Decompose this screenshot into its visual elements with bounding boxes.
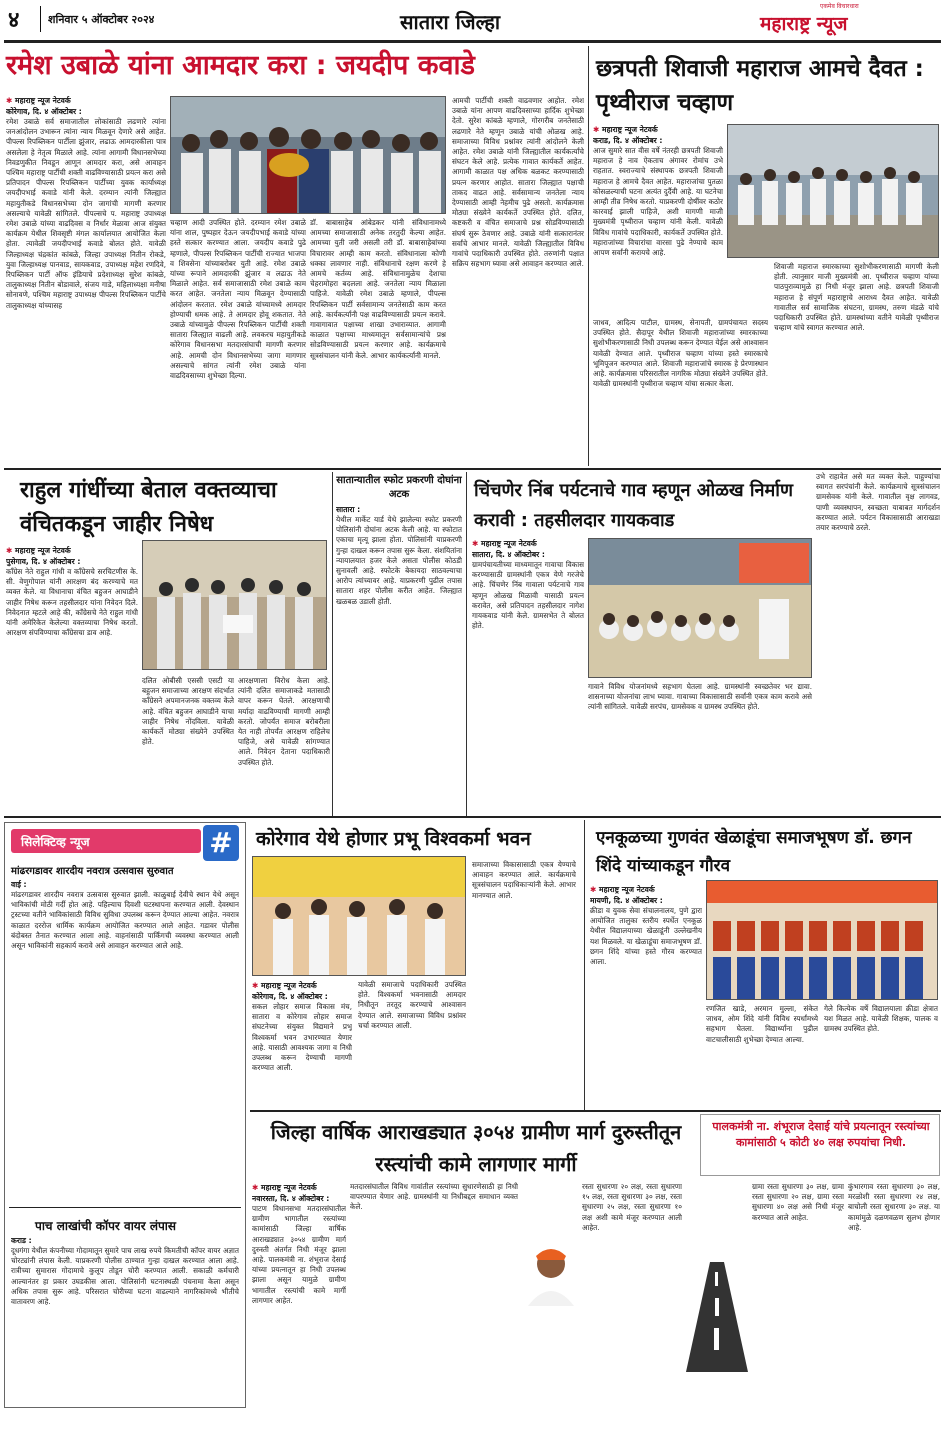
story5-headline: चिंचणेर निंब पर्यटनाचे गाव म्हणून ओळख निर्माण करावी : तहसीलदार गायकवाड: [474, 480, 793, 531]
story5-body-col2: गावाने विविध योजनांमध्ये सहभाग घेतला आहे. ग्रामस्थांनी स्वच्छतेवर भर द्यावा. शासनाच्या योजनांचा लाभ घ्यावा. गावाच्या विकासासाठी सर्वांनी एकत्र काम करावे असे त्यांनी सांगितले. यावेळी सरपंच, ग्रामसेवक व ग्रामस्थ उपस्थित होते.: [588, 682, 812, 712]
story2-body-left: जाधव, आदित्य पाटील, ग्रामस्थ, सेनापती, ग्रामपंचायत सदस्य उपस्थित होते. सैदापूर येथील शिवाजी महाराजांच्या स्मारकाच्या सुशोभीकरणासाठी निधी उपलब्ध करून देण्यात येईल असे आश्वासन यावेळी देण्यात आले. पृथ्वीराज चव्हाण यांच्या हस्ते स्मारकाचे भूमिपूजन करण्यात आले. शिवाजी महाराजांचे स्मारक हे प्रेरणास्थान आहे. कार्यक्रमास परिसरातील नागरिक मोठ्या संख्येने उपस्थित होते. यावेळी ग्रामस्थांनी पृथ्वीराज चव्हाण यांचा सत्कार केला.: [593, 318, 768, 389]
story8-body-col5: कुंभारगाव रस्ता सुधारणा ३० लक्ष, मरळोशी रस्ता सुधारणा २४ लक्ष, बाचोली रस्ता सुधारणा ३० लक्ष. या कामांमुळे दळणवळण सुलभ होणार आहे.: [848, 1182, 940, 1232]
selective-body2: दूधगंगा येथील कंपनीच्या गोदामातून सुमारे पाच लाख रुपये किमतीची कॉपर वायर अज्ञात चोरट्यांनी लंपास केली. याप्रकरणी पोलीस ठाण्यात गुन्हा दाखल करण्यात आला आहे. रात्रीच्या सुमारास गोदामाचे कुलूप तोडून चोरी करण्यात आली. सकाळी कर्मचारी आल्यानंतर हा प्रकार उघडकीस आला. पोलिसांनी घटनास्थळी पंचनामा केला असून अधिक तपास सुरू आहे. परिसरात चोरीच्या घटना वाढल्याने नागरिकांमध्ये भीतीचे वातावरण आहे.: [11, 1246, 239, 1307]
story3-photo: [142, 540, 327, 670]
story6-photo: [252, 856, 466, 976]
road-graphic: [686, 1262, 748, 1372]
column-divider: [466, 472, 467, 816]
dateline: कराड :: [11, 1236, 32, 1245]
story2-headline: छत्रपती शिवाजी महाराज आमचे दैवत : पृथ्वीराज चव्हाण: [596, 56, 924, 116]
dateline: सातारा, दि. ४ ऑक्टोबर :: [472, 550, 545, 559]
story8-body-col2: मतदारसंघातील विविध गावांतील रस्त्यांच्या सुधारणेसाठी हा निधी वापरण्यात येणार आहे. ग्रामस्थांनी या निधीबद्दल समाधान व्यक्त केले.: [350, 1182, 518, 1212]
byline-label: महाराष्ट्र न्यूज नेटवर्क: [261, 1183, 317, 1192]
section-rule: [4, 468, 941, 470]
page-number: ४: [8, 8, 20, 33]
dateline: मायणी, दि. ४ ऑक्टोबर :: [590, 896, 663, 905]
story7-photo: [706, 880, 938, 1000]
column-divider: [584, 820, 585, 1110]
story7-body-col1: क्रीडा व युवक सेवा संचालनालय, पुणे द्वारा आयोजित तालुका स्तरीय स्पर्धेत एनकूळ येथील विद्यालयाच्या खेळाडूंनी उल्लेखनीय यश मिळवले. या खेळाडूंचा समाजभूषण डॉ. छगन शिंदे यांच्या हस्ते गौरव करण्यात आला.: [590, 906, 702, 967]
selective-label-bar: [11, 829, 201, 853]
story3-body-col1: काँग्रेस नेते राहुल गांधी व काँग्रेसचे सरचिटणीस के. सी. वेणुगोपाल यांनी आरक्षण बंद करण्याचे मत व्यक्त केले. या विधानाचा वंचित बहुजन आघाडीने जाहीर निषेध करून तहसीलदार यांना निवेदन दिले. निवेदनात म्हटले आहे की, काँग्रेसचे नेते राहुल गांधी यांनी अमेरिकेत केलेल्या वक्तव्याचा निषेध करतो. आरक्षण संपविण्याचा काँग्रेसचा डाव आहे.: [6, 567, 138, 638]
selective-headline2: पाच लाखांची कॉपर वायर लंपास: [35, 1219, 177, 1233]
byline: ✱ महाराष्ट्र न्यूज नेटवर्क: [6, 96, 71, 105]
brand-tagline: एकमेव विचारधारा: [820, 3, 859, 10]
story5-photo: [588, 538, 812, 678]
masthead: [0, 0, 945, 40]
byline: ✱ महाराष्ट्र न्यूज नेटवर्क: [590, 885, 655, 894]
dateline: नवारस्ता, दि. ४ ऑक्टोबर :: [252, 1194, 330, 1203]
story8-sidebar-box: [700, 1114, 940, 1176]
header-divider: [40, 6, 41, 32]
story6-body-col3: समाजाच्या विकासासाठी एकत्र येण्याचे आवाहन करण्यात आले. कार्यक्रमाचे सूत्रसंचालन पदाधिकाऱ्यांनी केले. आभार मानण्यात आले.: [472, 860, 576, 900]
story1-body-col4: आमची पार्टीची शक्ती वाढवणार आहोत. रमेश उबाळे यांना आपण वाढदिवसाच्या हार्दिक शुभेच्छा देतो. सुरेश कांबळे म्हणाले, गोरगरीब जनतेसाठी लढणारे नेते म्हणून उबाळे यांची ओळख आहे. समाजाच्या विविध प्रश्नांवर त्यांनी आंदोलने केली आहेत. रमेश उबाळे यांनी जिल्ह्यातील कार्यकर्त्यांचे संघटन केले आहे. प्रत्येक गावात कार्यकर्ते आहेत. आगामी काळात पक्ष अधिक बळकट करण्यासाठी प्रयत्न करणार आहोत. सातारा जिल्ह्यात पक्षाची ताकद वाढत आहे. सर्वसामान्य जनतेला न्याय देण्यासाठी आम्ही नेहमीच पुढे असतो. कार्यक्रमास मोठ्या संख्येने कार्यकर्ते उपस्थित होते. दलित, कष्टकरी व वंचित समाजाचे प्रश्न सोडविण्यासाठी संघर्ष सुरू ठेवणार आहे. उबाळे यांनी सत्कारानंतर सर्वांचे आभार मानले. यावेळी जिल्ह्यातील विविध गावांचे पदाधिकारी उपस्थित होते. तरुणांनी पक्षात सक्रिय सहभाग घ्यावा असे आवाहन करण्यात आले.: [452, 96, 584, 269]
story7-body-col2: रणजित खाडे, अरमान मुल्ला, संकेत जाधव, ओम शिंदे यांनी विविध स्पर्धांमध्ये सहभाग घेतला. विद्यार्थ्यांना पुढील वाटचालीसाठी शुभेच्छा देण्यात आल्या.: [706, 1004, 818, 1044]
masthead-rule: [4, 40, 941, 43]
story8-body-col1: पाटण विधानसभा मतदारसंघातील ग्रामीण भागातील रस्त्यांच्या कामांसाठी जिल्हा वार्षिक आराखड्यात ३०५४ ग्रामीण मार्ग दुरुस्ती अंतर्गत निधी मंजूर झाला आहे. पालकमंत्री ना. शंभूराज देसाई यांच्या प्रयत्नातून हा निधी उपलब्ध झाला असून यामुळे ग्रामीण भागातील रस्त्यांची कामे मार्गी लागणार आहेत.: [252, 1204, 346, 1305]
selective-body: मांढरगडावर शारदीय नवरात्र उत्सवास सुरुवात झाली. काळुबाई देवीचे स्थान येथे असून भाविकांची मोठी गर्दी होत आहे. पहिल्याच दिवशी घटस्थापना करण्यात आली. देवस्थान ट्रस्टच्या वतीने भाविकांसाठी विविध सुविधा उपलब्ध करून देण्यात आल्या आहेत. नवरात्र काळात दररोज धार्मिक कार्यक्रम आयोजित करण्यात आले आहेत. गडावर पोलीस बंदोबस्त तैनात करण्यात आला आहे. वाहनांसाठी पार्किंगची व्यवस्था करण्यात आली असून भाविकांनी सहकार्य करावे असे आवाहन करण्यात आले आहे.: [11, 890, 239, 951]
selective-label: सिलेक्टिव्ह न्यूज: [21, 835, 90, 849]
box-rule: [9, 1207, 241, 1208]
issue-date: शनिवार ५ ऑक्टोबर २०२४: [48, 13, 155, 26]
dateline: कराड, दि. ४ ऑक्टोबर :: [593, 136, 663, 145]
portrait-photo: [522, 1240, 580, 1306]
story1-body-col2: चव्हाण आदी उपस्थित होते. दरम्यान रमेश उबाळे यांना शाल, पुष्पहार देऊन जयदीपभाई कवाडे यांच्या हस्ते सत्कार करण्यात आला. जयदीप कवाडे पुढे म्हणाले, पीपल्स रिपब्लिकन पार्टीची राज्यात भाजपा व शिवसेना यांच्याबरोबर युती आहे. रमेश उबाळे यांच्या रूपाने आमदारकी झुंजार व लढाऊ नेते मिळाले आहेत. सर्व समाजासाठी रमेश उबाळे काम करत आहेत. जनतेला न्याय मिळवून देण्यासाठी आंदोलन करतात. रमेश उबाळे यांच्यामध्ये आमदार होण्याची धमक आहे. ते आमदार होवू शकतात. नेते उबाळे यांच्यामुळे पीपल्स रिपब्लिकन पार्टीची शक्ती सातारा जिल्ह्यात वाढली आहे. लवकरच महायुतीकडे कोरेगाव विधानसभा मतदारसंघाची मागणी करणार आहे. आमची दोन विधानसभेच्या जागा मागणार असल्याचे सांगत त्यांनी रमेश उबाळे यांना वाढदिवसाच्या शुभेच्छा दिल्या.: [170, 218, 306, 381]
selective-news-box: [4, 822, 246, 1408]
story2-body-right: शिवाजी महाराज स्मारकाच्या सुशोभीकरणासाठी मागणी केली होती. त्यानुसार माजी मुख्यमंत्री आ. पृथ्वीराज चव्हाण यांच्या पाठपुराव्यामुळे हा निधी मंजूर झाला आहे. छत्रपती शिवाजी महाराज हे संपूर्ण महाराष्ट्राचे आराध्य दैवत आहेत. यावेळी गावातील सर्व सामाजिक संघटना, ग्रामस्थ, तरुण मंडळे यांचे पदाधिकारी उपस्थित होते. ग्रामस्थांच्या वतीने यावेळी पृथ्वीराज चव्हाण यांचे स्वागत करण्यात आले.: [774, 262, 939, 333]
column-divider: [332, 472, 333, 816]
story8-body-col4: ग्रामा रस्ता सुधारणा ३० लक्ष, ग्रामा रस्ता सुधारणा २० लक्ष, ग्रामा रस्ता सुधारणा ४० लक्ष असे निधी मंजूर करण्यात आले आहेत.: [752, 1182, 844, 1222]
byline-label: महाराष्ट्र न्यूज नेटवर्क: [261, 981, 317, 990]
selective-headline: मांढरगडावर शारदीय नवरात्र उत्सवास सुरुवात: [11, 866, 174, 877]
column-divider: [588, 46, 589, 466]
story8-headline: जिल्हा वार्षिक आराखड्यात ३०५४ ग्रामीण मार्ग दुरुस्तीतून रस्त्यांची कामे लागणार मार्गी: [270, 1120, 682, 1176]
byline-label: महाराष्ट्र न्यूज नेटवर्क: [599, 885, 655, 894]
section-title: सातारा जिल्हा: [400, 10, 501, 34]
byline: ✱ महाराष्ट्र न्यूज नेटवर्क: [593, 125, 658, 134]
section-rule: [250, 1110, 941, 1112]
hashtag-icon: #: [203, 825, 239, 861]
story2-body-intro: आज सुमारे सात वीस वर्षे नंतरही छत्रपती शिवाजी महाराज हे नाव ऐकताच अंगावर रोमांच उभे राहतात. स्वराज्याचे संस्थापक छत्रपती शिवाजी महाराज हे आमचे दैवत आहेत. महाराजांचा पुतळा कोसळल्याची घटना अत्यंत दुर्दैवी आहे. या घटनेचा आम्ही तीव्र निषेध करतो. याप्रकरणी दोषींवर कठोर कारवाई झाली पाहिजे, अशी मागणी माजी मुख्यमंत्री पृथ्वीराज चव्हाण यांनी केली. यावेळी विविध गावांचे पदाधिकारी, कार्यकर्ते उपस्थित होते. महाराजांच्या विचारांचा वारसा पुढे नेण्याचे काम आपण सर्वांनी करायचे आहे.: [593, 146, 723, 258]
section-rule: [4, 816, 941, 818]
story6-body-col1: सकल लोहार समाज विकास मंच, सातारा व कोरेगाव लोहार समाज संघटनेच्या संयुक्त विद्यमाने प्रभू विश्वकर्मा भवन उभारण्यात येणार आहे. यासाठी आवश्यक जागा व निधी उपलब्ध करून देण्याची मागणी करण्यात आली.: [252, 1002, 352, 1073]
story1-headline: रमेश उबाळे यांना आमदार करा : जयदीप कवाडे: [6, 50, 475, 81]
story6-body-col2: यावेळी समाजाचे पदाधिकारी उपस्थित होते. विश्वकर्मा भवनासाठी आमदार निधीतून तरतूद करण्याचे आश्वासन देण्यात आले. समाजाच्या विविध प्रश्नांवर चर्चा करण्यात आली.: [358, 980, 466, 1030]
byline: ✱ महाराष्ट्र न्यूज नेटवर्क: [472, 539, 537, 548]
brand-logo: महाराष्ट्र न्यूज: [760, 13, 848, 35]
story1-body-col3: डॉ. बाबासाहेब आंबेडकर यांनी संविधानामध्ये आमच्या समाजासाठी अनेक तरतुदी केल्या आहेत. आमच्या युती जरी असली तरी डॉ. बाबासाहेबांच्या विचारावर आम्ही काम करतो. संविधानाला कोणी धक्का लावणार नाही. संविधानाचे रक्षण करणे हे आमचे कर्तव्य आहे. संविधानामुळेच देशाचा चेहरामोहरा बदलला आहे. जनतेला न्याय मिळाला पाहिजे. यावेळी रमेश उबाळे म्हणाले, पीपल्स रिपब्लिकन पार्टी सर्वसामान्य जनतेसाठी काम करत आहे. कार्यकर्त्यांनी पक्ष वाढविण्यासाठी प्रयत्न करावे. गावागावात पक्षाच्या शाखा उभाराव्यात. आगामी काळात पक्षाच्या माध्यमातून सर्वसामान्यांचे प्रश्न सोडविण्यासाठी प्रयत्न करणार आहे. कार्यक्रमाचे सूत्रसंचालन यांनी केले. आभार कार्यकर्त्यांनी मानले.: [310, 218, 446, 360]
byline-label: महाराष्ट्र न्यूज नेटवर्क: [15, 546, 71, 555]
story3-headline: राहुल गांधींच्या बेताल वक्तव्याचा वंचितकडून जाहीर निषेध: [20, 478, 277, 537]
byline-label: महाराष्ट्र न्यूज नेटवर्क: [15, 96, 71, 105]
dateline: सातारा :: [336, 505, 361, 514]
story8-sidebar: पालकमंत्री ना. शंभूराज देसाई यांचे प्रयत्नातून रस्त्यांच्या कामांसाठी ५ कोटी ४० लक्ष रुपयांचा निधी.: [712, 1120, 930, 1149]
story2-photo: [727, 124, 939, 258]
story3-body-col2: दलित ओबीसी एससी एसटी या बहुजन समाजाच्या आरक्षण संदर्भात काँग्रेसने अपमानजनक वक्तव्य केले आहे. वंचित बहुजन आघाडीने याचा जाहीर निषेध नोंदविला. यावेळी कार्यकर्ते मोठ्या संख्येने उपस्थित होते.: [142, 676, 234, 747]
story1-photo: [170, 96, 446, 214]
dateline: पुसेगाव, दि. ४ ऑक्टोबर :: [6, 557, 81, 566]
story1-body-col1: रमेश उबाळे सर्व समाजातील लोकांसाठी लढणारे त्यांना जनआंदोलन उभारून त्यांना न्याय मिळवून देणारे असे आहेत. पीपल्स रिपब्लिकन पार्टीला झुंजार, लढाऊ आमदारकीला पात्र असलेला हे नेतृत्व मिळाले आहे. त्यांना आगामी विधानसभेच्या निवडणुकीत निवडून आणून आमदार करा, असे आवाहन पश्चिम महाराष्ट्र पार्टीची शक्ती वाढविण्यासाठी प्रयत्न करा असे प्रतिपादन पीपल्स रिपब्लिकन पार्टीच्या युवक कार्याध्यक्ष जयदीपभाई कवाडे यांनी केले. दरम्यान त्यांनी जिल्ह्यात महायुतीकडे विधानसभेच्या दोन जागांची मागणी करणार असल्याचे यावेळी सांगितले. पीपल्सचे प. महाराष्ट्र उपाध्यक्ष रमेश उबाळे यांच्या वाढदिवस व निर्धार मेळावा आज संयुक्त कार्यक्रम येथील शिवसृष्टी मंगल कार्यालयात आयोजित केला होता. त्यावेळी जयदीपभाई कवाडे बोलत होते. यावेळी जिल्हाध्यक्ष चंद्रकांत कांबळे, जिल्हा उपाध्यक्ष नितीन रोकडे, युवा जिल्हाध्यक्ष पानवाड, सायकवाड, उपाध्यक्ष महेश रणदिवे, रिपब्लिकन पार्टी ऑफ इंडियाचे प्रदेशाध्यक्ष सुरेश कांबळे, तालुकाध्यक्ष नितीन बोडावाले, संजय गाडे, महिलाध्यक्षा मनीषा सोनावणे, पश्चिम महाराष्ट्र उपाध्यक्ष पीपल्स रिपब्लिकन पार्टीचे तालुकाध्यक्ष यांच्यासह: [6, 117, 166, 310]
story4-kicker: सातान्यातील स्फोट प्रकरणी दोघांना अटक: [336, 475, 462, 500]
story6-headline: कोरेगाव येथे होणार प्रभू विश्वकर्मा भवन: [256, 828, 531, 850]
story3-body-col3: आरक्षणाला विरोध केला आहे. त्यांनी दलित समाजाकडे मतासाठी वापर करून घेतले. आरक्षणाची मर्यादा वाढविण्याची मागणी आम्ही करतो. जोपर्यंत समाज बरोबरीला येत नाही तोपर्यंत आरक्षण राहिलेच पाहिजे, असे यावेळी सांगण्यात आले. निवेदन देताना पदाधिकारी उपस्थित होते.: [238, 676, 330, 767]
byline: ✱ महाराष्ट्र न्यूज नेटवर्क: [252, 1183, 317, 1192]
byline-label: महाराष्ट्र न्यूज नेटवर्क: [481, 539, 537, 548]
story7-headline: एनकूळच्या गुणवंत खेळाडूंचा समाजभूषण डॉ. छगन शिंदे यांच्याकडून गौरव: [596, 828, 912, 876]
dateline: वाई :: [11, 880, 27, 889]
story5-body-col1: ग्रामपंचायतीच्या माध्यमातून गावाचा विकास करण्यासाठी ग्रामस्थांनी एकत्र येणे गरजेचे आहे. चिंचणेर निंब गावाला पर्यटनाचे गाव म्हणून ओळख मिळावी यासाठी प्रयत्न करावेत, असे प्रतिपादन तहसीलदार नागेश गायकवाड यांनी केले. ग्रामसभेत ते बोलत होते.: [472, 560, 584, 631]
story4-body: येथील मार्केट यार्ड येथे झालेल्या स्फोट प्रकरणी पोलिसांनी दोघांना अटक केली आहे. या स्फोटात एकाचा मृत्यू झाला होता. पोलिसांनी याप्रकरणी गुन्हा दाखल करून तपास सुरू केला. संशयितांना न्यायालयात हजर केले असता पोलीस कोठडी सुनावली आहे. स्फोटके बेकायदा साठवल्याचा आरोप त्यांच्यावर आहे. याप्रकरणी पुढील तपास सातारा शहर पोलीस करीत आहेत. जिल्ह्यात खळबळ उडाली होती.: [336, 515, 462, 606]
byline: ✱ महाराष्ट्र न्यूज नेटवर्क: [6, 546, 71, 555]
byline: ✱ महाराष्ट्र न्यूज नेटवर्क: [252, 981, 317, 990]
story8-body-col3: रस्ता सुधारणा २० लक्ष, रस्ता सुधारणा १५ लक्ष, रस्ता सुधारणा ३० लक्ष, रस्ता सुधारणा २५ लक्ष, रस्ता सुधारणा १० लक्ष अशी कामे मंजूर करण्यात आली आहेत.: [582, 1182, 682, 1232]
story5-body-col3: उभे राहावेत असे मत व्यक्त केले. पाहुण्यांचा स्वागत सरपंचांनी केले. कार्यक्रमाचे सूत्रसंचालन ग्रामसेवक यांनी केले. गावातील वृक्ष लागवड, पाणी व्यवस्थापन, स्वच्छता याबाबत मार्गदर्शन करण्यात आले. पर्यटन विकासासाठी आराखडा तयार करण्याचे ठरले.: [816, 472, 940, 533]
story7-body-col3: गेले कित्येक वर्षे विद्यालयाला क्रीडा क्षेत्रात यश मिळत आहे. यावेळी शिक्षक, पालक व ग्रामस्थ उपस्थित होते.: [824, 1004, 938, 1034]
dateline: कोरेगाव, दि. ४ ऑक्टोबर :: [252, 992, 328, 1001]
byline-label: महाराष्ट्र न्यूज नेटवर्क: [602, 125, 658, 134]
dateline: कोरेगाव, दि. ४ ऑक्टोबर :: [6, 107, 82, 116]
